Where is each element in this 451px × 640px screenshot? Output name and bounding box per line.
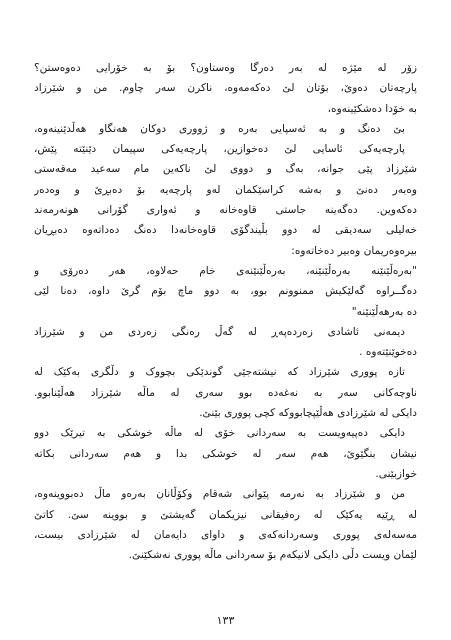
text-line: مەسەلەی پووری وسەردانەکەی و داوای دایەمان لە شێرزادی بیست، [34, 528, 417, 541]
text-line: دەکەوین. دەگەینە جاستی قاوەخانە و ئەواری گۆرانی هونەرمەند [34, 204, 417, 217]
text-line: لێمان ویست دڵی دایکی لانیکەم بۆ سەردانی ماڵە پووری نەشکێنێ. [128, 549, 417, 562]
text-line: ناوچەکانی سەر بە نەغەدە بوو سەری لە ماڵە شێرزاد هەڵێنابوو. [34, 386, 417, 399]
text-line: پارچەتان دەوێ، بۆتان لێ دەکەمەوە، ناکرن سەر چاوم. من و شێرزاد [34, 82, 417, 95]
text-line: "بەرەڵێنێنە بەرەڵێنێنە، بەرەڵێنێنەی خام حەلاوە، هەر دەرۆی و [34, 264, 417, 277]
text-line: دایکی دەپیەویست بە سەردانی خۆی لە ماڵە خوشکی بە تیرێک دوو [34, 427, 405, 440]
page-number: ١٣٣ [216, 614, 235, 627]
text-line: من و شێرزاد بە نەرمە پێوانی شەقام وکۆڵانان بەرەو ماڵ دەبووینەوە، [34, 488, 405, 501]
text-line: نیشان بنگێوێ، هەم سەر لە خوشکی بدا و هەم سەردانی بکاتە [34, 447, 417, 460]
text-line: دیمەنی ئاشادی زەردەپەڕ لە گەڵ رەنگی زەردی من و شێرزاد [34, 325, 405, 338]
text-line: تازە پووری شێرزاد کە نیشتەجێی گوندێکی بچووک و دڵگری بەکێک لە [34, 366, 405, 379]
text-line: زۆر لە مێژە لە بەر دەرگا وەستاون؟ بۆ بە خۆرایی دەوەستن؟ [34, 62, 417, 74]
text-line: خوازبێنی. [375, 467, 417, 480]
text-line: خەلیلی سەدیقی لە دوو بڵیندگۆی قاوەخانەدا دەنگ دەداتەوە دەبڕیان [34, 224, 417, 237]
text-line: بە خۆدا دەشکێینەوە، [327, 102, 417, 115]
text-line: دەگــراوە گەلێکیش ممنوونم بوو، بە دوو ماچ بۆم گرێ داوە، دەنا لێی [34, 285, 417, 298]
body-text [34, 58, 417, 565]
text-line: وەبەر دەنێ و بەشە کراسێکمان لەو پارچەیە بۆ دەبڕێ و وەدەر [34, 183, 417, 196]
text-line: بێ دەنگ و بە ئەسپایی بەرە و ژووری دوکان هەنگاو هەڵدێنینەوە، [34, 122, 405, 135]
text-line: شێرزاد پێی جوانە، بەگ و دووی لێ ناکەین مام سەعید مەقەستی [34, 163, 417, 176]
text-line: دایکی لە شێرزادی هەڵێپچابووکە کچی پووری بێنێ. [199, 407, 417, 420]
text-line: پارچەیەکی ئاسایی لێ دەخوازین، پارچەیەکی سپیمان دێنێتە پێش، [34, 143, 405, 156]
text-line: دە بەرهەڵێنێنە" [351, 305, 417, 318]
text-line: دەخوێنێتەوە . [359, 346, 417, 359]
text-line: بیرەوەریمان وەبیر دەخاتەوە: [291, 244, 417, 257]
text-line: لە ڕێیە یەکێک لە رەفیقانی نیزیکمان گەیشتێ و بووینە سێ. کاتێ [34, 508, 417, 521]
